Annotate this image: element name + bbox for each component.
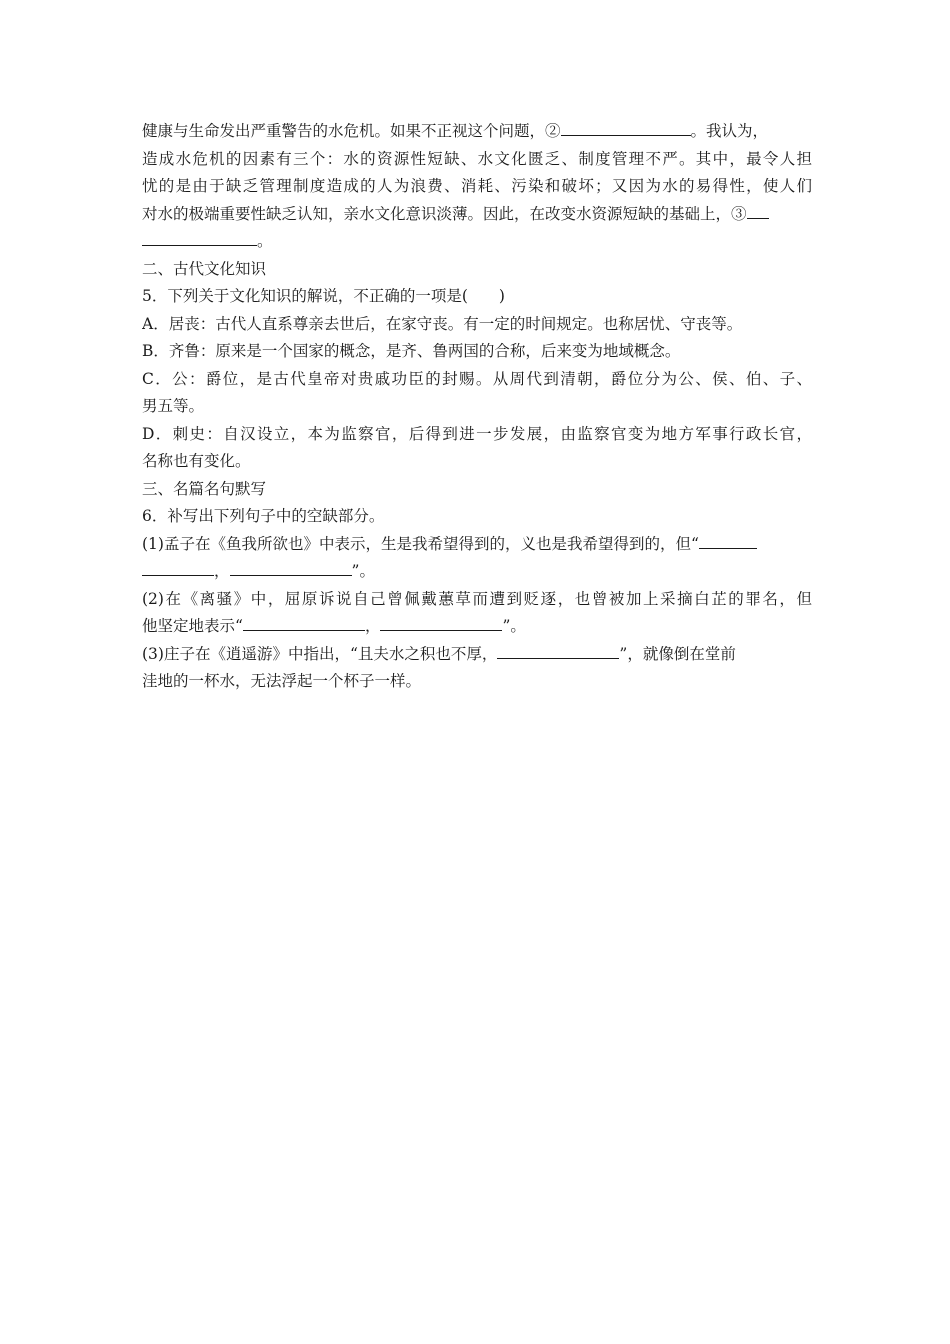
question-6-2-line-2: [142, 613, 812, 641]
option-b[interactable]: B．齐鲁：原来是一个国家的概念，是齐、鲁两国的合称，后来变为地域概念。: [142, 342, 681, 360]
question-6-3-line-2: 洼地的一杯水，无法浮起一个杯子一样。: [142, 672, 422, 690]
answer-blank-6-2b[interactable]: [380, 613, 502, 631]
question-5: 5．下列关于文化知识的解说，不正确的一项是( ): [142, 287, 505, 305]
answer-blank-3a[interactable]: [747, 201, 769, 219]
answer-blank-2[interactable]: [561, 118, 691, 136]
section-heading-recitation: 三、名篇名句默写: [142, 479, 267, 498]
question-text: ，: [364, 617, 381, 635]
question-text: ”。: [351, 562, 375, 580]
question-6: 6．补写出下列句子中的空缺部分。: [142, 507, 385, 525]
option-c-line-2[interactable]: 男五等。: [142, 397, 205, 415]
passage-line-2: 造成水危机的因素有三个：水的资源性短缺、水文化匮乏、制度管理不严。其中，最令人担: [142, 149, 812, 168]
answer-blank-6-3[interactable]: [497, 641, 619, 659]
question-6-1-line-2: [142, 558, 812, 586]
answer-blank-6-1b[interactable]: [142, 558, 214, 576]
option-c-line-1[interactable]: C．公：爵位，是古代皇帝对贵戚功臣的封赐。从周代到清朝，爵位分为公、侯、伯、子、: [142, 369, 812, 388]
passage-line-3: 忧的是由于缺乏管理制度造成的人为浪费、消耗、污染和破坏；又因为水的易得性，使人们: [142, 177, 812, 195]
passage-line-5: [142, 228, 812, 256]
question-text: ，: [214, 562, 230, 580]
document-page: [142, 118, 812, 696]
question-6-2-line-1: (2)在《离骚》中，屈原诉说自己曾佩戴蕙草而遭到贬逐，也曾被加上采摘白芷的罪名，但: [142, 589, 812, 608]
answer-blank-6-2a[interactable]: [243, 613, 365, 631]
question-text: ”，就像倒在堂前: [619, 644, 736, 663]
passage-text: 对水的极端重要性缺乏认知，亲水文化意识淡薄。因此，在改变水资源短缺的基础上，③: [142, 204, 747, 223]
option-d-line-2[interactable]: 名称也有变化。: [142, 452, 251, 470]
option-a[interactable]: A．居丧：古代人直系尊亲去世后，在家守丧。有一定的时间规定。也称居忧、守丧等。: [142, 314, 743, 333]
passage-text: 。我认为，: [690, 122, 769, 140]
answer-blank-3b[interactable]: [142, 228, 257, 246]
passage-line-1: [142, 118, 812, 146]
passage-text: 健康与生命发出严重警告的水危机。如果不正视这个问题，②: [142, 122, 561, 140]
question-text: ”。: [502, 617, 526, 635]
option-d-line-1[interactable]: D．刺史：自汉设立，本为监察官，后得到进一步发展，由监察官变为地方军事行政长官，: [142, 424, 812, 443]
question-text: 他坚定地表示“: [142, 617, 243, 635]
answer-blank-6-1a[interactable]: [699, 531, 757, 549]
question-6-1-line-1: [142, 531, 812, 559]
passage-text: 。: [257, 232, 273, 250]
section-heading-culture: 二、古代文化知识: [142, 259, 267, 278]
question-text: (1)孟子在《鱼我所欲也》中表示，生是我希望得到的，义也是我希望得到的，但“: [142, 534, 699, 553]
passage-line-4: [142, 201, 812, 229]
question-text: (3)庄子在《逍遥游》中指出，“且夫水之积也不厚，: [142, 644, 498, 663]
question-6-3-line-1: [142, 641, 812, 669]
answer-blank-6-1c[interactable]: [230, 558, 352, 576]
